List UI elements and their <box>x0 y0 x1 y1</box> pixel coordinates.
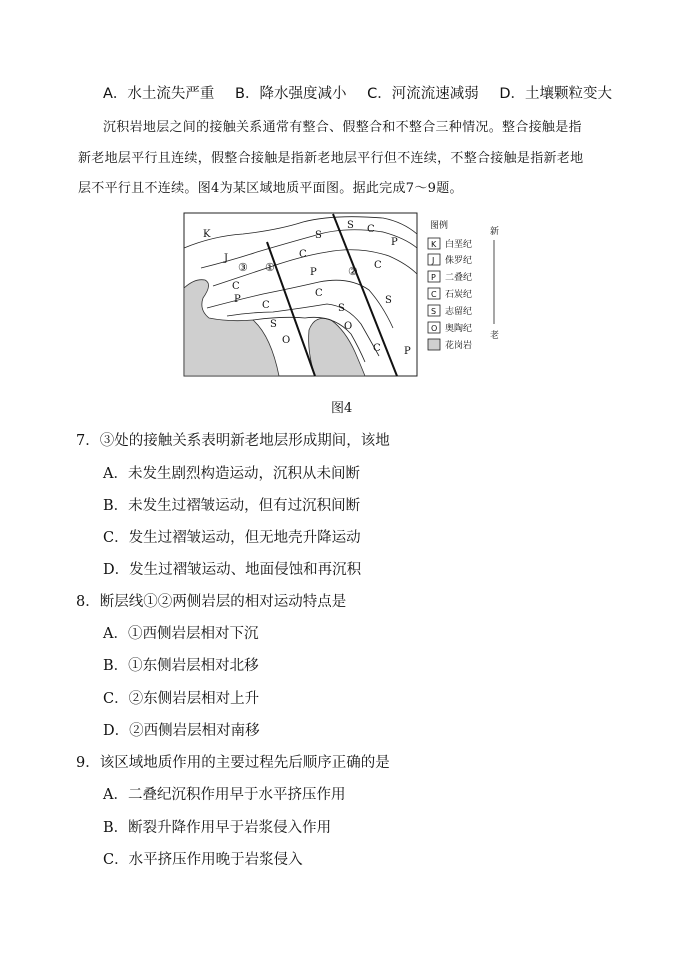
scale-bottom-label: 老 <box>490 331 500 341</box>
map-label-c4: C <box>315 288 323 299</box>
map-label-p4: P <box>404 346 411 357</box>
geologic-map-figure <box>183 212 503 380</box>
q8-option-d: D．②西侧岩层相对南移 <box>103 723 260 739</box>
legend-name-c: 石炭纪 <box>445 290 473 300</box>
map-label-s-top: S <box>315 230 322 241</box>
legend-code-s: S <box>431 307 437 316</box>
prev-option-a: A．水土流失严重 <box>103 86 215 102</box>
legend-name-k: 白垩纪 <box>445 240 473 250</box>
map-label-o1: O <box>282 335 291 346</box>
q8-option-a: A．①西侧岩层相对下沉 <box>103 626 259 642</box>
q9-option-c: C．水平挤压作用晚于岩浆侵入 <box>103 852 303 868</box>
scale-top-label: 新 <box>490 227 500 237</box>
map-label-c3: C <box>299 249 307 260</box>
map-label-s3: S <box>347 220 354 231</box>
q7-option-d: D．发生过褶皱运动、地面侵蚀和再沉积 <box>103 562 362 578</box>
prev-option-c: C．河流流速减弱 <box>367 86 479 102</box>
intro-line-2: 新老地层平行且连续，假整合接触是指新老地层平行但不连续，不整合接触是指新老地 <box>78 151 584 166</box>
legend-name-o: 奥陶纪 <box>445 324 473 334</box>
legend-name-granite: 花岗岩 <box>445 341 473 351</box>
q8-option-b: B．①东侧岩层相对北移 <box>103 658 259 674</box>
prev-options-row <box>103 82 612 103</box>
legend-name-s: 志留纪 <box>445 307 473 317</box>
q7-option-c: C．发生过褶皱运动，但无地壳升降运动 <box>103 530 361 546</box>
intro-line-3: 层不平行且不连续。图4为某区域地质平面图。据此完成7～9题。 <box>78 181 463 196</box>
q8-stem: 8．断层线①②两侧岩层的相对运动特点是 <box>76 594 347 610</box>
q7-option-a: A．未发生剧烈构造运动，沉积从未间断 <box>103 466 360 482</box>
q9-stem: 9．该区域地质作用的主要过程先后顺序正确的是 <box>76 755 390 771</box>
legend-swatch-granite <box>428 339 440 350</box>
map-label-s2: S <box>338 303 345 314</box>
q9-option-b: B．断裂升降作用早于岩浆侵入作用 <box>103 820 332 836</box>
map-label-c1: C <box>232 281 240 292</box>
q9-option-a: A．二叠纪沉积作用早于水平挤压作用 <box>103 787 346 803</box>
map-label-c2: C <box>262 300 270 311</box>
map-label-p2: P <box>310 267 317 278</box>
map-label-s1: S <box>270 319 277 330</box>
legend-code-k: K <box>431 240 437 249</box>
map-label-k: K <box>203 229 211 240</box>
prev-option-b: B．降水强度减小 <box>235 86 347 102</box>
intro-line-1: 沉积岩地层之间的接触关系通常有整合、假整合和不整合三种情况。整合接触是指 <box>103 120 582 135</box>
marker-3: ③ <box>238 261 248 274</box>
prev-option-d: D．土壤颗粒变大 <box>499 86 612 102</box>
figure-caption: 图4 <box>331 401 353 416</box>
marker-1: ① <box>265 261 275 274</box>
legend-name-j: 侏罗纪 <box>445 256 473 266</box>
legend-code-c: C <box>431 290 437 299</box>
marker-2: ② <box>348 265 358 278</box>
map-label-j: J <box>224 253 229 264</box>
map-label-o2: O <box>344 321 353 332</box>
legend-code-j: J <box>432 256 435 265</box>
map-label-c7: C <box>373 343 381 354</box>
q8-option-c: C．②东侧岩层相对上升 <box>103 691 260 707</box>
legend-name-p: 二叠纪 <box>445 273 473 283</box>
q7-stem: 7．③处的接触关系表明新老地层形成期间，该地 <box>76 433 390 449</box>
q7-option-b: B．未发生过褶皱运动，但有过沉积间断 <box>103 498 361 514</box>
legend-code-o: O <box>431 324 438 333</box>
map-label-p1: P <box>234 294 241 305</box>
map-label-p3: P <box>391 237 398 248</box>
map-label-c5: C <box>367 224 375 235</box>
legend-code-p: P <box>431 273 436 282</box>
map-label-s4: S <box>385 295 392 306</box>
legend-title: 图例 <box>430 221 449 231</box>
map-label-c6: C <box>374 260 382 271</box>
